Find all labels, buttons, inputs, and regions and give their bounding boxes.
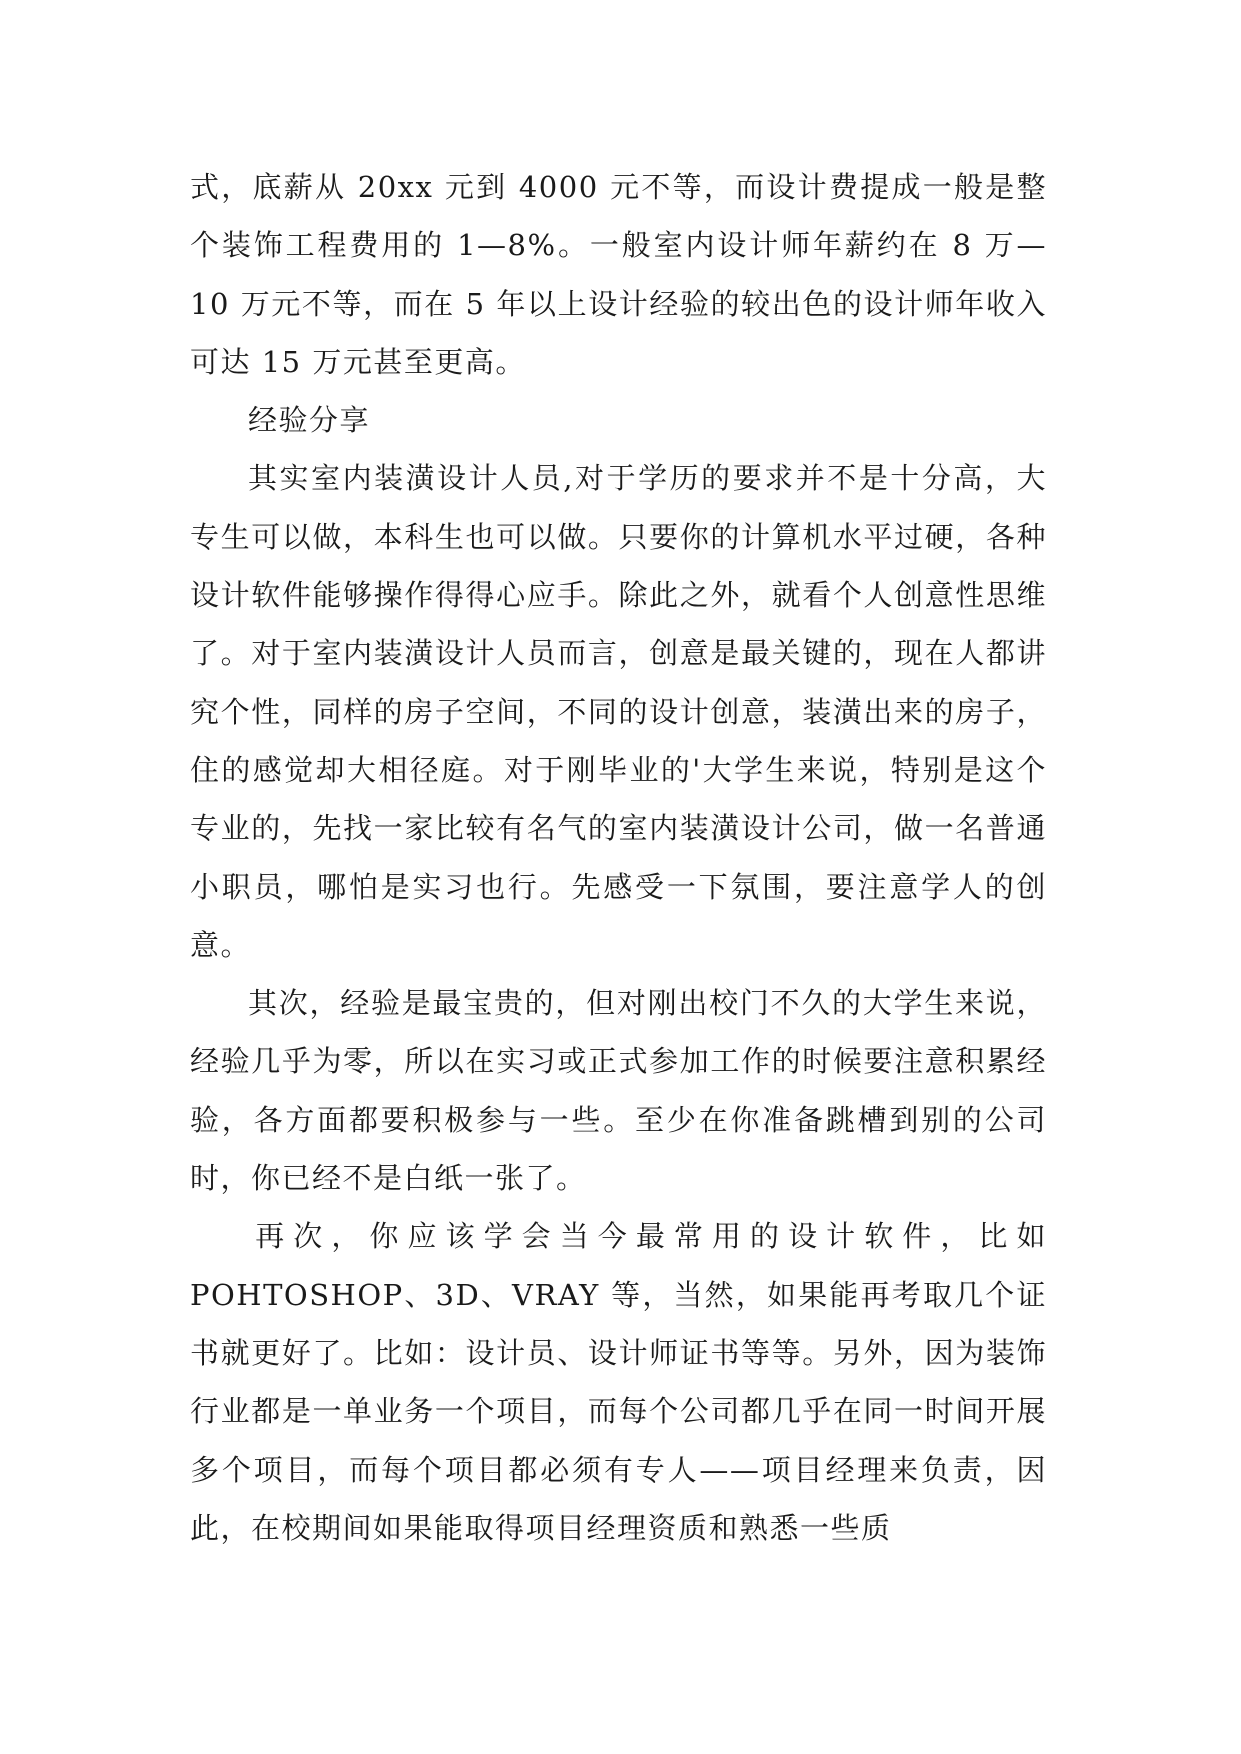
paragraph-experience: 其次，经验是最宝贵的，但对刚出校门不久的大学生来说，经验几乎为零，所以在实习或正式参加工作的时候要注意积累经验，各方面都要积极参与一些。至少在你准备跳槽到别的公司时，你已经不是白纸一张了。 [190, 986, 1047, 1196]
paragraph-salary: 式，底薪从 20xx 元到 4000 元不等，而设计费提成一般是整个装饰工程费用的 1—8%。一般室内设计师年薪约在 8 万—10 万元不等，而在 5 年以上设计经验的较出色的设计师年收入可达 15 万元甚至更高。 [190, 170, 1047, 379]
paragraph-education: 其实室内装潢设计人员,对于学历的要求并不是十分高，大专生可以做，本科生也可以做。只要你的计算机水平过硬，各种设计软件能够操作得得心应手。除此之外，就看个人创意性思维了。对于室内装潢设计人员而言，创意是最关键的，现在人都讲究个性，同样的房子空间，不同的设计创意，装潢出来的房子，住的感觉却大相径庭。对于刚毕业的'大学生来说，特别是这个专业的，先找一家比较有名气的室内装潢设计公司，做一名普通小职员，哪怕是实习也行。先感受一下氛围，要注意学人的创意。 [190, 461, 1047, 962]
document-body [190, 158, 1047, 1557]
section-heading-experience: 经验分享 [248, 403, 371, 438]
paragraph-software: 再次，你应该学会当今最常用的设计软件，比如 POHTOSHOP、3D、VRAY 等，当然，如果能再考取几个证书就更好了。比如：设计员、设计师证书等等。另外，因为装饰行业都是一单业务一个项目，而每个公司都几乎在同一时间开展多个项目，而每个项目都必须有专人——项目经理来负责，因此，在校期间如果能取得项目经理资质和熟悉一些质 [190, 1219, 1047, 1545]
